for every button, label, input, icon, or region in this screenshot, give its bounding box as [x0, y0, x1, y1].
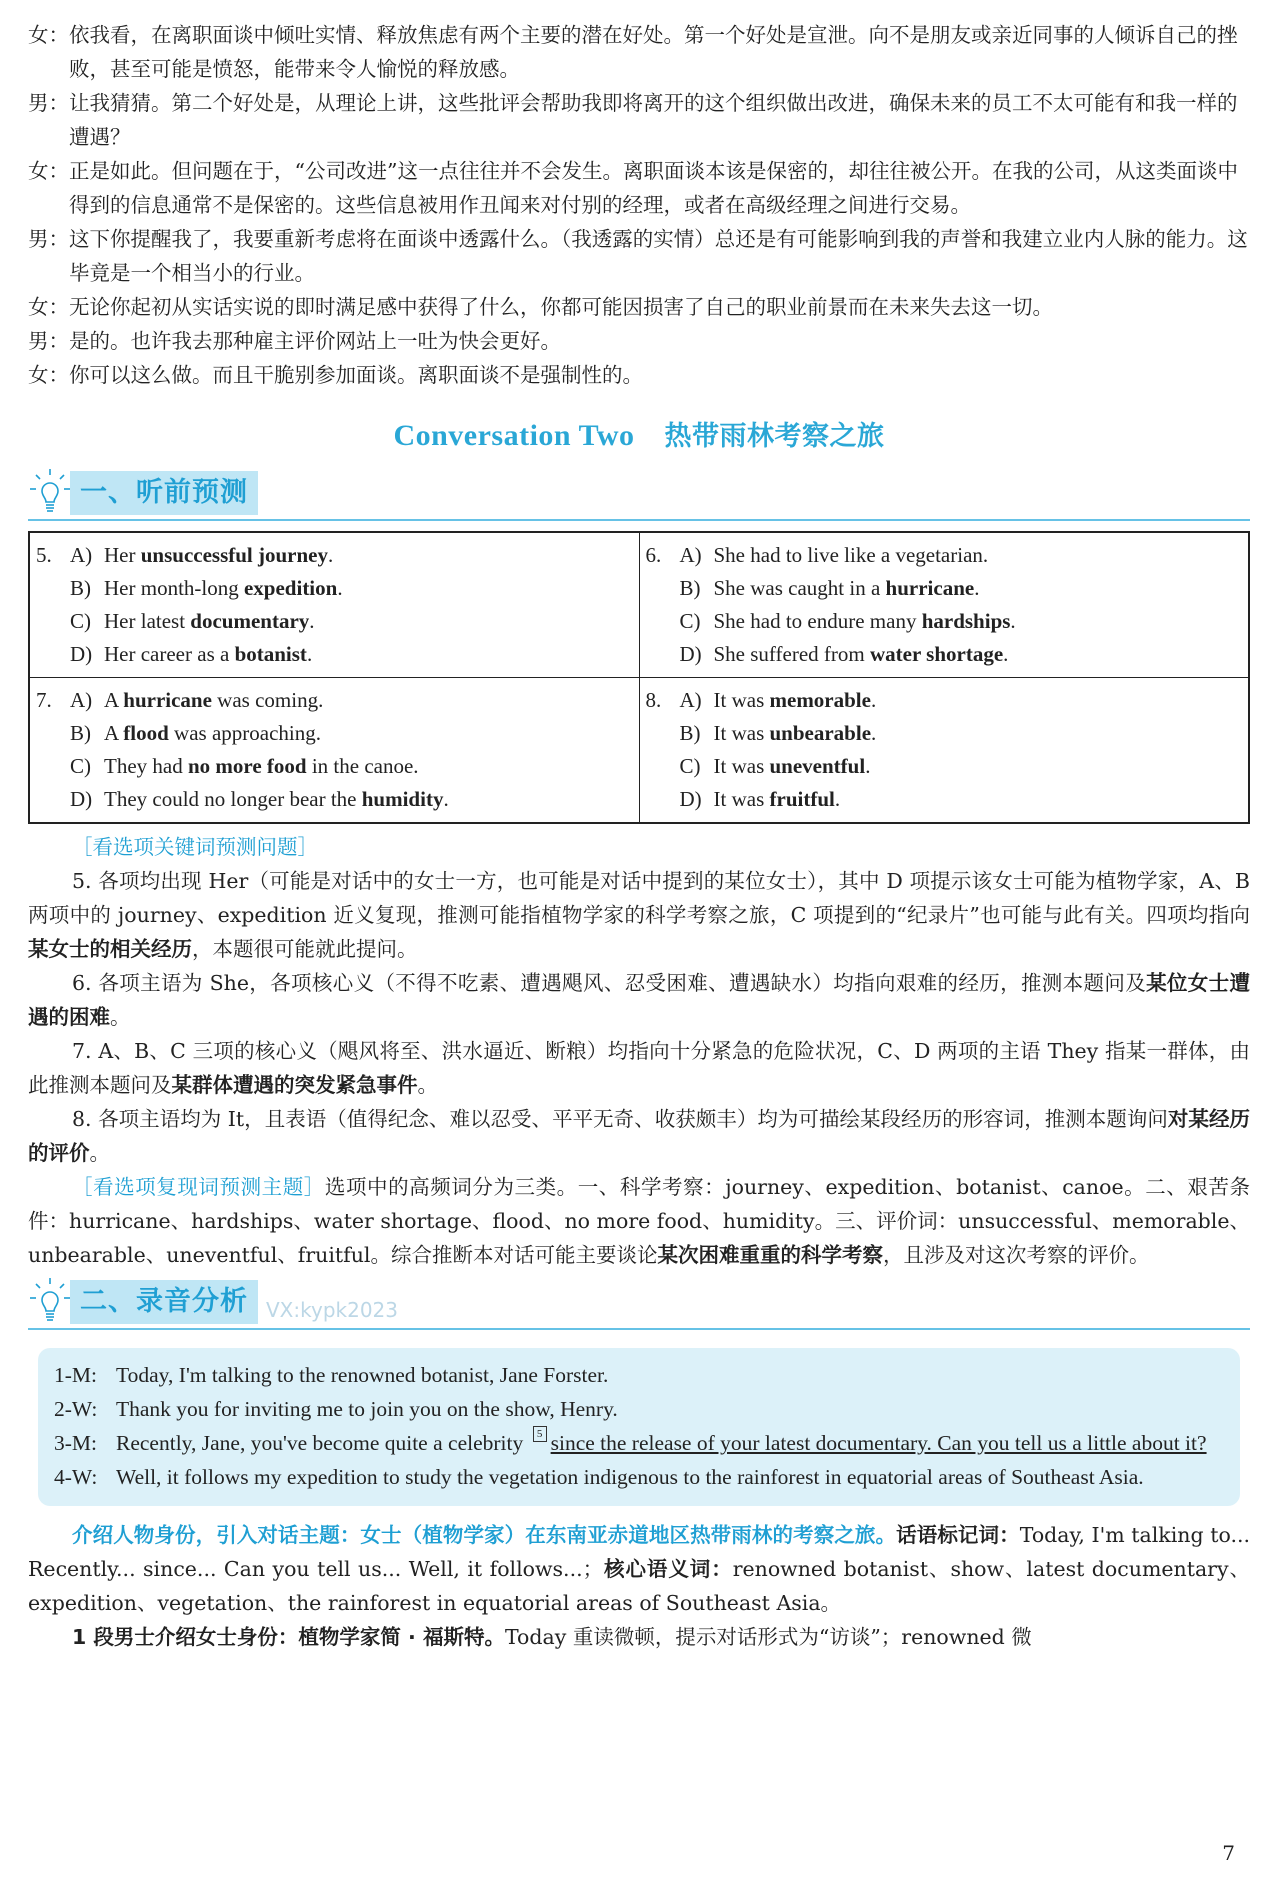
analysis-lead: 介绍人物身份，引入对话主题：女士（植物学家）在东南亚赤道地区热带雨林的考察之旅。 [72, 1523, 897, 1547]
analysis: 介绍人物身份，引入对话主题：女士（植物学家）在东南亚赤道地区热带雨林的考察之旅。话语标记词：Today, I'm talking to... Recently... since... Can you tell us... Well, it follows...；核心语义词：renowned botanist、show、latest documentary、expedition、vegetation、the rainforest in equatorial areas of Southeast Asia。 1 段男士介绍女士身份：植物学家简 · 福斯特。Today 重读微顿，提示对话形式为“访谈”；renowned 微 [28, 1523, 1250, 1649]
title-chinese: 热带雨林考察之旅 [664, 421, 885, 452]
note-theme: ［看选项复现词预测主题］选项中的高频词分为三类。一、科学考察：journey、expedition、botanist、canoe。二、艰苦条件：hurricane、hardships、water shortage、flood、no more food、humidity。三、评价词：unsuccessful、memorable、unbearable、uneventful、fruitful。综合推断本对话可能主要谈论某次困难重重的科学考察，且涉及对这次考察的评价。 [28, 1175, 1251, 1267]
note-q7: 7. A、B、C 三项的核心义（飓风将至、洪水逼近、断粮）均指向十分紧急的危险状况，C、D 两项的主语 They 指某一群体，由此推测本题问及某群体遭遇的突发紧急事件。 [28, 1039, 1250, 1097]
dialogue-line: 男： 是的。也许我去那种雇主评价网站上一吐为快会更好。 [28, 329, 561, 353]
page [28, 18, 1250, 1654]
section-header-analysis [28, 1276, 1250, 1330]
options-table [28, 531, 1250, 824]
transcript-line: 4-W: Well, it follows my expedition to study the vegetation indigenous to the rainforest in equatorial areas of Southeast Asia. [54, 1465, 1144, 1489]
note-q5: 5. 各项均出现 Her（可能是对话中的女士一方，也可能是对话中提到的某位女士），其中 D 项提示该女士可能为植物学家，A、B 两项中的 journey、expedition 近义复现，推测可能指植物学家的科学考察之旅，C 项提到的“纪录片”也可能与此有关。四项均指向某女士的相关经历，本题很可能就此提问。 [28, 869, 1250, 961]
dialogue-line: 女： 正是如此。但问题在于，“公司改进”这一点往往并不会发生。离职面谈本该是保密的，却往往被公开。在我的公司，从这类面谈中得到的信息通常不是保密的。这些信息被用作丑闻来对付别的经理，或者在高级经理之间进行交易。 [28, 159, 1238, 217]
dialogue-line: 男： 让我猜猜。第二个好处是，从理论上讲，这些批评会帮助我即将离开的这个组织做出改进，确保未来的员工不太可能有和我一样的遭遇？ [28, 91, 1238, 149]
dialogue-translation [28, 18, 1250, 392]
note-tag: ［看选项关键词预测问题］ [72, 835, 318, 859]
note-q8: 8. 各项主语均为 It，且表语（值得纪念、难以忍受、平平无奇、收获颇丰）均为可描绘某段经历的形容词，推测本题询问对某经历的评价。 [28, 1107, 1250, 1165]
section-header-prediction [28, 467, 1250, 521]
dialogue-line: 女： 依我看，在离职面谈中倾吐实情、释放焦虑有两个主要的潜在好处。第一个好处是宣泄。向不是朋友或亲近同事的人倾诉自己的挫败，甚至可能是愤怒，能带来令人愉悦的释放感。 [28, 23, 1238, 81]
title-english: Conversation Two [393, 419, 635, 452]
watermark: VX:kypk2023 [266, 1298, 399, 1322]
note-q6: 6. 各项主语为 She，各项核心义（不得不吃素、遭遇飓风、忍受困难、遭遇缺水）均指向艰难的经历，推测本题问及某位女士遭遇的困难。 [28, 971, 1250, 1029]
conversation-title [28, 414, 1250, 453]
question-5: 5. A) Her unsuccessful journey. B) Her month-long expedition. C) Her latest documentary. D) Her career as a botanist. [29, 532, 639, 678]
transcript-line: 1-M: Today, I'm talking to the renowned botanist, Jane Forster. [54, 1363, 609, 1387]
transcript-box [38, 1348, 1240, 1506]
question-7: 7. A) A hurricane was coming. B) A flood was approaching. C) They had no more food in the canoe. D) They could no longer bear the humidity. [29, 678, 639, 824]
prediction-notes [28, 830, 1250, 1272]
transcript-line: 3-M: Recently, Jane, you've become quite a celebrity 5 since the release of your latest documentary. Can you tell us a little about it? [54, 1428, 1207, 1455]
question-8: 8. A) It was memorable. B) It was unbearable. C) It was uneventful. D) It was fruitful. [639, 678, 1249, 824]
dialogue-line: 男： 这下你提醒我了，我要重新考虑将在面谈中透露什么。（我透露的实情）总还是有可能影响到我的声誉和我建立业内人脉的能力。这毕竟是一个相当小的行业。 [28, 227, 1248, 285]
key-sentence: since the release of your latest documentary. Can you tell us a little about it? [550, 1431, 1207, 1455]
lightbulb-icon [28, 1276, 72, 1326]
section-label: 一、听前预测 [70, 471, 258, 515]
transcript-line: 2-W: Thank you for inviting me to join you on the show, Henry. [54, 1397, 618, 1421]
question-marker: 5 [533, 1426, 547, 1442]
question-6: 6. A) She had to live like a vegetarian. B) She was caught in a hurricane. C) She had to endure many hardships. D) She suffered from water shortage. [639, 532, 1249, 678]
dialogue-line: 女： 你可以这么做。而且干脆别参加面谈。离职面谈不是强制性的。 [28, 363, 643, 387]
dialogue-line: 女： 无论你起初从实话实说的即时满足感中获得了什么，你都可能因损害了自己的职业前景而在未来失去这一切。 [28, 295, 1053, 319]
section-label: 二、录音分析 [70, 1280, 258, 1324]
lightbulb-icon [28, 467, 72, 517]
page-number: 7 [1222, 1841, 1235, 1865]
